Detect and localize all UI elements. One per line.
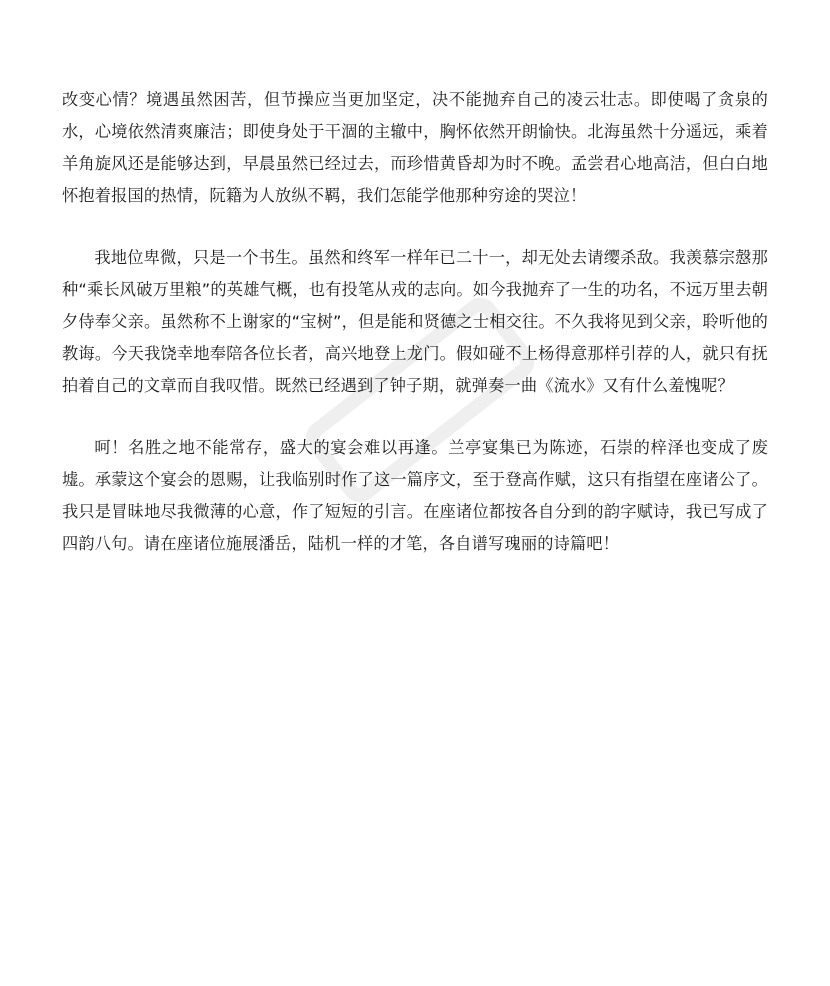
paragraph-1: 改变心情？境遇虽然困苦，但节操应当更加坚定，决不能抛弃自己的凌云壮志。即使喝了贪泉的水，心境依然清爽廉洁；即使身处于干涸的主辙中，胸怀依然开朗愉快。北海虽然十分遥远，乘着羊角旋风还是能够达到，早晨虽然已经过去，而珍惜黄昏却为时不晚。孟尝君心地高洁，但白白地怀抱着报国的热情，阮籍为人放纵不羁，我们怎能学他那种穷途的哭泣！ <box>62 90 768 205</box>
paragraph-3: 呵！名胜之地不能常存，盛大的宴会难以再逢。兰亭宴集已为陈迹，石崇的梓泽也变成了废墟。承蒙这个宴会的恩赐，让我临别时作了这一篇序文，至于登高作赋，这只有指望在座诸公了。我只是冒昧地尽我微薄的心意，作了短短的引言。在座诸位都按各自分到的韵字赋诗，我已写成了四韵八句。请在座诸位施展潘岳，陆机一样的才笔，各自谱写瑰丽的诗篇吧！ <box>62 438 768 553</box>
paragraph-2: 我地位卑微，只是一个书生。虽然和终军一样年已二十一，却无处去请缨杀敌。我羡慕宗慤那种“乘长风破万里粮”的英雄气概，也有投笔从戎的志向。如今我抛弃了一生的功名，不远万里去朝夕侍奉父亲。虽然称不上谢家的“宝树”，但是能和贤德之士相交往。不久我将见到父亲，聆听他的教诲。今天我饶幸地奉陪各位长者，高兴地登上龙门。假如碰不上杨得意那样引荐的人，就只有抚拍着自己的文章而自我叹惜。既然已经遇到了钟子期，就弹奏一曲《流水》又有什么羞愧呢？ <box>62 248 768 395</box>
document-body <box>62 84 768 560</box>
